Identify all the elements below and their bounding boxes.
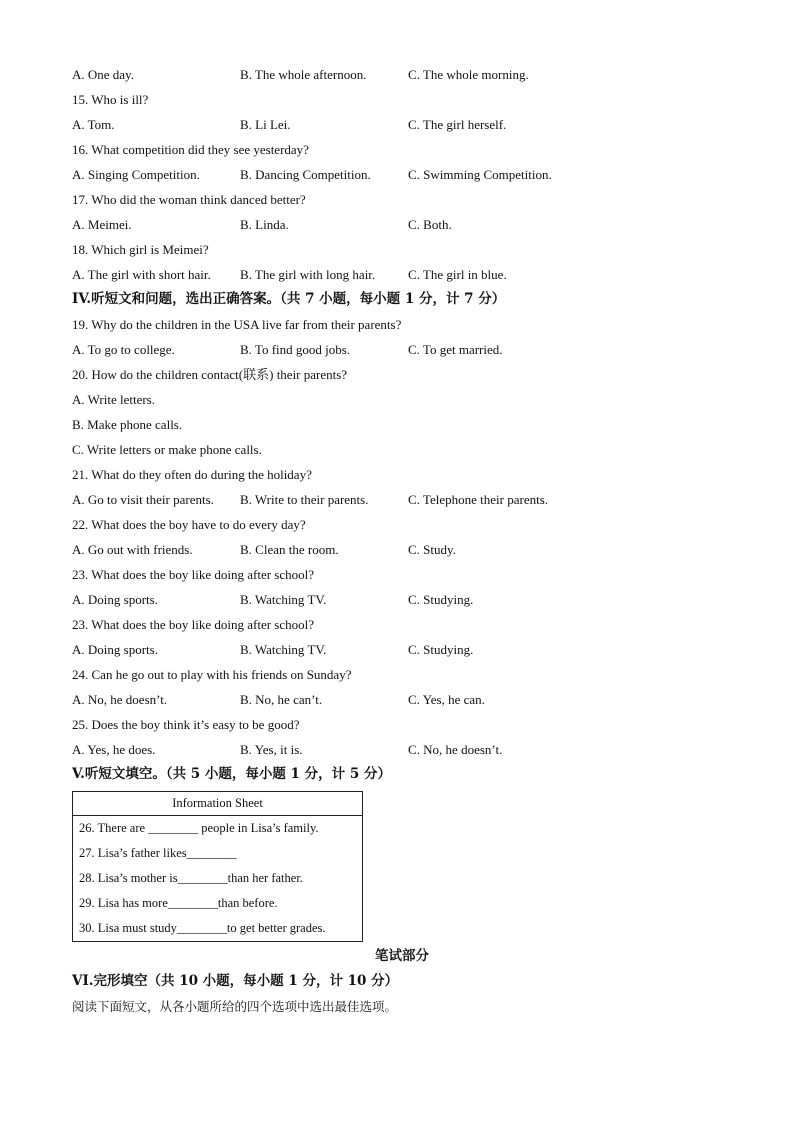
option-c: C. The girl herself. — [408, 117, 507, 132]
q25-options — [72, 737, 732, 762]
q23a-options — [72, 587, 732, 612]
sheet-row-28: 28. Lisa’s mother is________than her father. — [79, 871, 303, 885]
q23a-stem: 23. What does the boy like doing after school? — [72, 567, 315, 582]
option-b: B. To find good jobs. — [240, 342, 351, 357]
option-a: A. Tom. — [72, 117, 115, 132]
q17-options — [72, 212, 732, 237]
option-b: B. Clean the room. — [240, 542, 339, 557]
section-6-heading: VI.完形填空（共 10 小题，每小题 1 分，计 10 分） — [72, 973, 399, 989]
sheet-row-30: 30. Lisa must study________to get better grades. — [79, 921, 326, 935]
q16-stem: 16. What competition did they see yesterday? — [72, 142, 309, 157]
option-b: B. Watching TV. — [240, 592, 327, 607]
option-a: A. No, he doesn’t. — [72, 692, 168, 707]
written-part-heading: 笔试部分 — [375, 948, 429, 964]
q24-options — [72, 687, 732, 712]
option-a: A. Doing sports. — [72, 592, 158, 607]
option-a: A. Yes, he does. — [72, 742, 156, 757]
cloze-instruction: 阅读下面短文，从各小题所给的四个选项中选出最佳选项。 — [72, 999, 398, 1014]
option-b: B. Dancing Competition. — [240, 167, 371, 182]
option-a: A. Doing sports. — [72, 642, 158, 657]
option-b: B. The girl with long hair. — [240, 267, 376, 282]
q19-options — [72, 337, 732, 362]
option-c: C. Studying. — [408, 642, 474, 657]
option-c: C. Telephone their parents. — [408, 492, 549, 507]
option-b: B. Write to their parents. — [240, 492, 369, 507]
q25-stem: 25. Does the boy think it’s easy to be good? — [72, 717, 300, 732]
information-sheet-title: Information Sheet — [73, 792, 362, 816]
option-c: C. To get married. — [408, 342, 503, 357]
option-a: A. Singing Competition. — [72, 167, 200, 182]
q16-options — [72, 162, 732, 187]
sheet-row-27: 27. Lisa’s father likes________ — [79, 846, 237, 860]
option-c: C. No, he doesn’t. — [408, 742, 503, 757]
option-c: C. The whole morning. — [408, 67, 529, 82]
q23b-stem: 23. What does the boy like doing after school? — [72, 617, 315, 632]
option-a: A. One day. — [72, 67, 134, 82]
q20-option-a: A. Write letters. — [72, 392, 155, 407]
q20-stem: 20. How do the children contact(联系) their parents? — [72, 367, 348, 382]
q20-option-c: C. Write letters or make phone calls. — [72, 442, 262, 457]
option-c: C. Yes, he can. — [408, 692, 485, 707]
section-4-heading: IV.听短文和问题，选出正确答案。（共 7 小题，每小题 1 分，计 7 分） — [72, 291, 506, 307]
q22-options — [72, 537, 732, 562]
option-b: B. No, he can’t. — [240, 692, 323, 707]
option-c: C. The girl in blue. — [408, 267, 507, 282]
option-b: B. Yes, it is. — [240, 742, 303, 757]
option-b: B. Linda. — [240, 217, 289, 232]
exam-page — [72, 62, 732, 1019]
option-a: A. The girl with short hair. — [72, 267, 211, 282]
q14-options — [72, 62, 732, 87]
q21-stem: 21. What do they often do during the holiday? — [72, 467, 312, 482]
option-a: A. Meimei. — [72, 217, 132, 232]
sheet-row-29: 29. Lisa has more________than before. — [79, 896, 278, 910]
option-a: A. Go to visit their parents. — [72, 492, 214, 507]
option-c: C. Studying. — [408, 592, 474, 607]
option-c: C. Swimming Competition. — [408, 167, 552, 182]
option-b: B. Watching TV. — [240, 642, 327, 657]
q23b-options — [72, 637, 732, 662]
q15-stem: 15. Who is ill? — [72, 92, 149, 107]
option-a: A. Go out with friends. — [72, 542, 193, 557]
q19-stem: 19. Why do the children in the USA live far from their parents? — [72, 317, 402, 332]
option-c: C. Study. — [408, 542, 456, 557]
q18-options — [72, 262, 732, 287]
sheet-row-26: 26. There are ________ people in Lisa’s family. — [79, 821, 319, 835]
q24-stem: 24. Can he go out to play with his friends on Sunday? — [72, 667, 352, 682]
q15-options — [72, 112, 732, 137]
option-b: B. Li Lei. — [240, 117, 291, 132]
q18-stem: 18. Which girl is Meimei? — [72, 242, 209, 257]
q22-stem: 22. What does the boy have to do every day? — [72, 517, 306, 532]
option-c: C. Both. — [408, 217, 452, 232]
q21-options — [72, 487, 732, 512]
option-a: A. To go to college. — [72, 342, 175, 357]
information-sheet-table — [72, 791, 363, 942]
q17-stem: 17. Who did the woman think danced better? — [72, 192, 306, 207]
q20-option-b: B. Make phone calls. — [72, 417, 183, 432]
option-b: B. The whole afternoon. — [240, 67, 367, 82]
section-5-heading: V.听短文填空。（共 5 小题，每小题 1 分，计 5 分） — [72, 766, 391, 782]
